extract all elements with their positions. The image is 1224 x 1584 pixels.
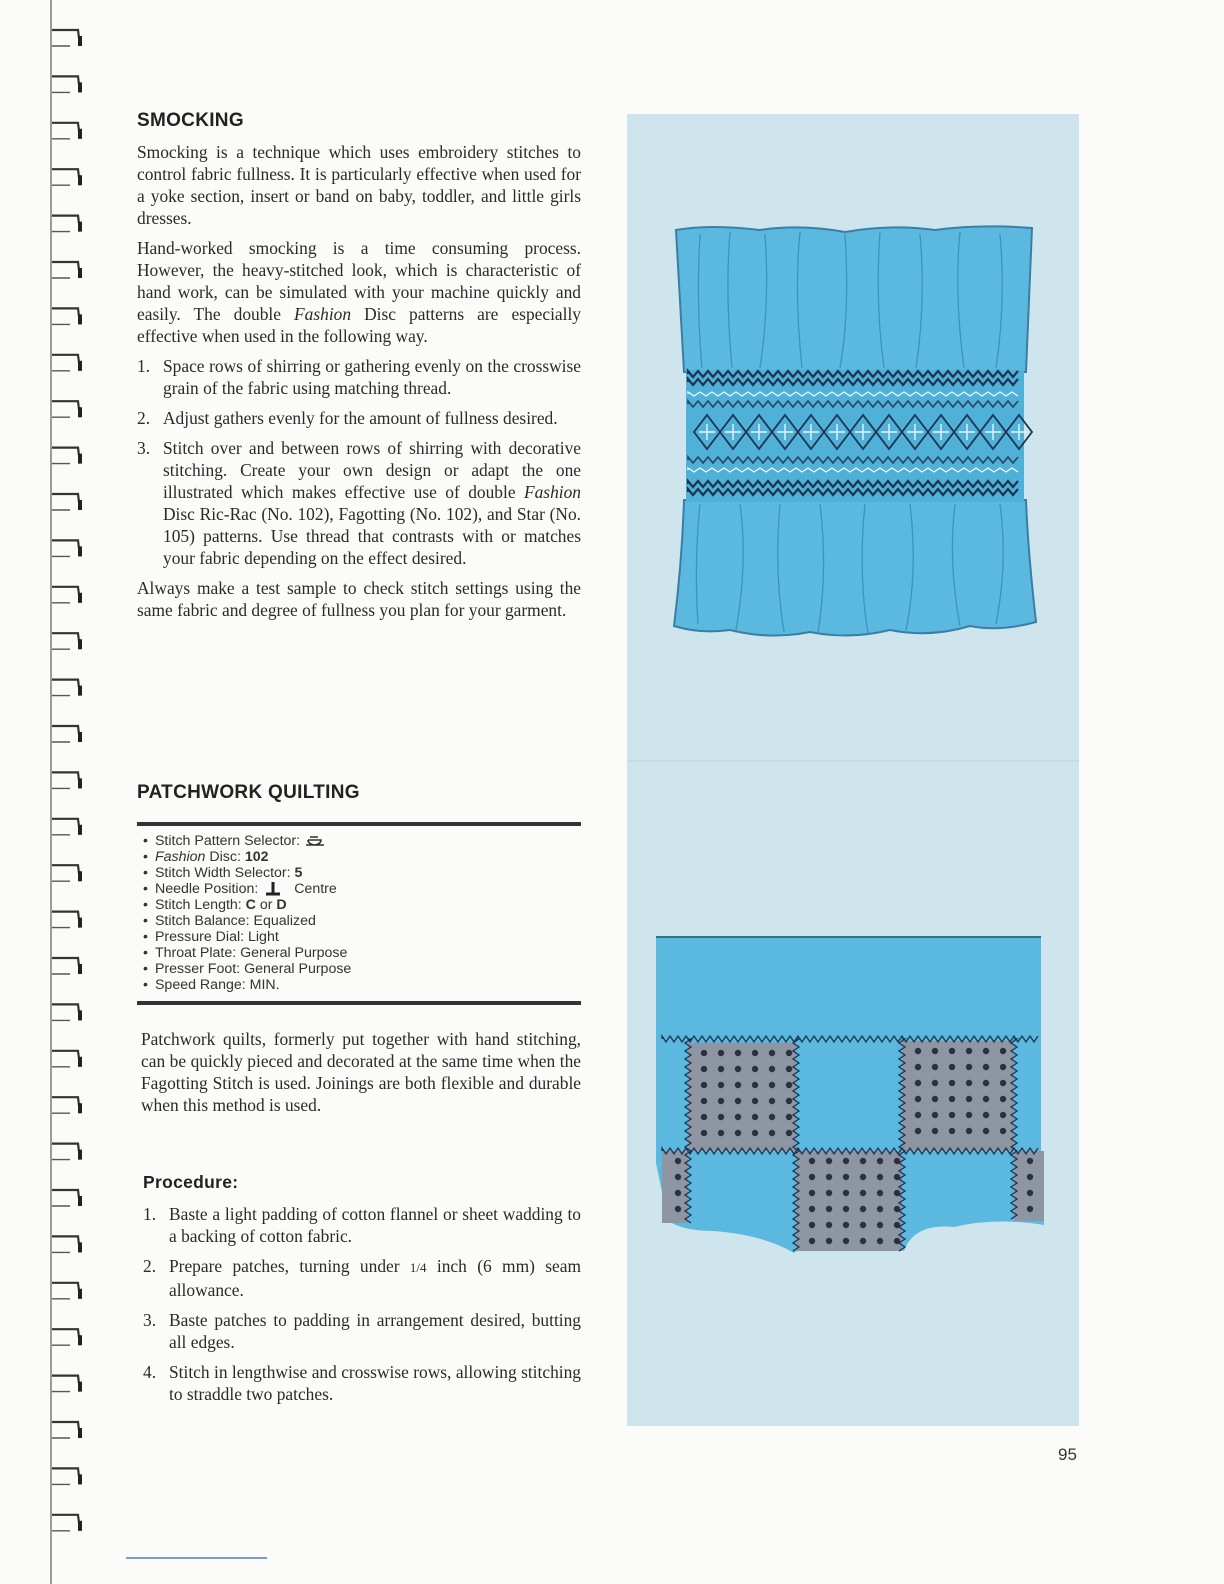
setting-presser-foot: • Presser Foot: General Purpose: [143, 961, 581, 977]
smocking-illustration: [670, 222, 1040, 652]
panel-divider: [627, 760, 1079, 762]
procedure-steps: [137, 1203, 581, 1405]
patchwork-illustration: [654, 935, 1044, 1265]
patchwork-section: [137, 782, 581, 1413]
smocking-test-note: Always make a test sample to check stitch settings using the same fabric and degree of fullness you plan for your garment.: [137, 578, 581, 620]
smocking-section: [137, 110, 581, 629]
footer-rule: [126, 1557, 267, 1559]
setting-needle-position: • Needle Position: Centre: [143, 881, 581, 897]
setting-stitch-pattern: • Stitch Pattern Selector:: [143, 833, 581, 849]
list-item: 2. Adjust gathers evenly for the amount of fullness desired.: [137, 408, 558, 428]
list-item: 2. Prepare patches, turning under 1/4 inch (6 mm) seam allowance.: [143, 1256, 581, 1301]
smocking-paragraph-2: Hand-worked smocking is a time consuming process. However, the heavy-stitched look, which is characteristic of hand work, can be simulated with your machine quickly and easily. The double Fashion Disc patterns are especially effective when used in the following way.: [137, 238, 581, 346]
spiral-binding: [48, 0, 98, 1584]
smocking-steps: [137, 355, 581, 569]
setting-stitch-balance: • Stitch Balance: Equalized: [143, 913, 581, 929]
stitch-pattern-icon: [304, 835, 326, 847]
smocking-intro: Smocking is a technique which uses embroidery stitches to control fabric fullness. It is particularly effective when used for a yoke section, insert or band on baby, toddler, and little girls dresses.: [137, 142, 581, 228]
setting-stitch-length: • Stitch Length: C or D: [143, 897, 581, 913]
needle-position-icon: [262, 881, 284, 897]
patchwork-title: PATCHWORK QUILTING: [137, 782, 360, 803]
setting-throat-plate: • Throat Plate: General Purpose: [143, 945, 581, 961]
procedure-title: Procedure:: [143, 1172, 239, 1193]
list-item: 4. Stitch in lengthwise and crosswise rows, allowing stitching to straddle two patches.: [143, 1362, 581, 1405]
setting-pressure-dial: • Pressure Dial: Light: [143, 929, 581, 945]
list-item: 3. Stitch over and between rows of shirring with decorative stitching. Create your own design or adapt the one illustrated which makes effective use of double Fashion Disc Ric-Rac (No. 102), Fagotting (No. 102), and Star (No. 105) patterns. Use thread that contrasts with or matches your fabric depending on the effect desired.: [137, 438, 581, 568]
list-item: 1. Baste a light padding of cotton flannel or sheet wadding to a backing of cotton fabric.: [143, 1204, 581, 1247]
setting-fashion-disc: • Fashion Disc: 102: [143, 849, 581, 865]
list-item: 3. Baste patches to padding in arrangement desired, butting all edges.: [143, 1310, 581, 1353]
machine-settings-box: [137, 822, 581, 1005]
page-number: 95: [1058, 1445, 1077, 1464]
patchwork-intro: Patchwork quilts, formerly put together with hand stitching, can be quickly pieced and decorated at the same time when the Fagotting Stitch is used. Joinings are both flexible and durable when this method is used.: [141, 1029, 581, 1116]
setting-speed-range: • Speed Range: MIN.: [143, 977, 581, 993]
setting-stitch-width: • Stitch Width Selector: 5: [143, 865, 581, 881]
list-item: 1. Space rows of shirring or gathering evenly on the crosswise grain of the fabric using matching thread.: [137, 356, 581, 398]
smocking-title: SMOCKING: [137, 110, 244, 131]
